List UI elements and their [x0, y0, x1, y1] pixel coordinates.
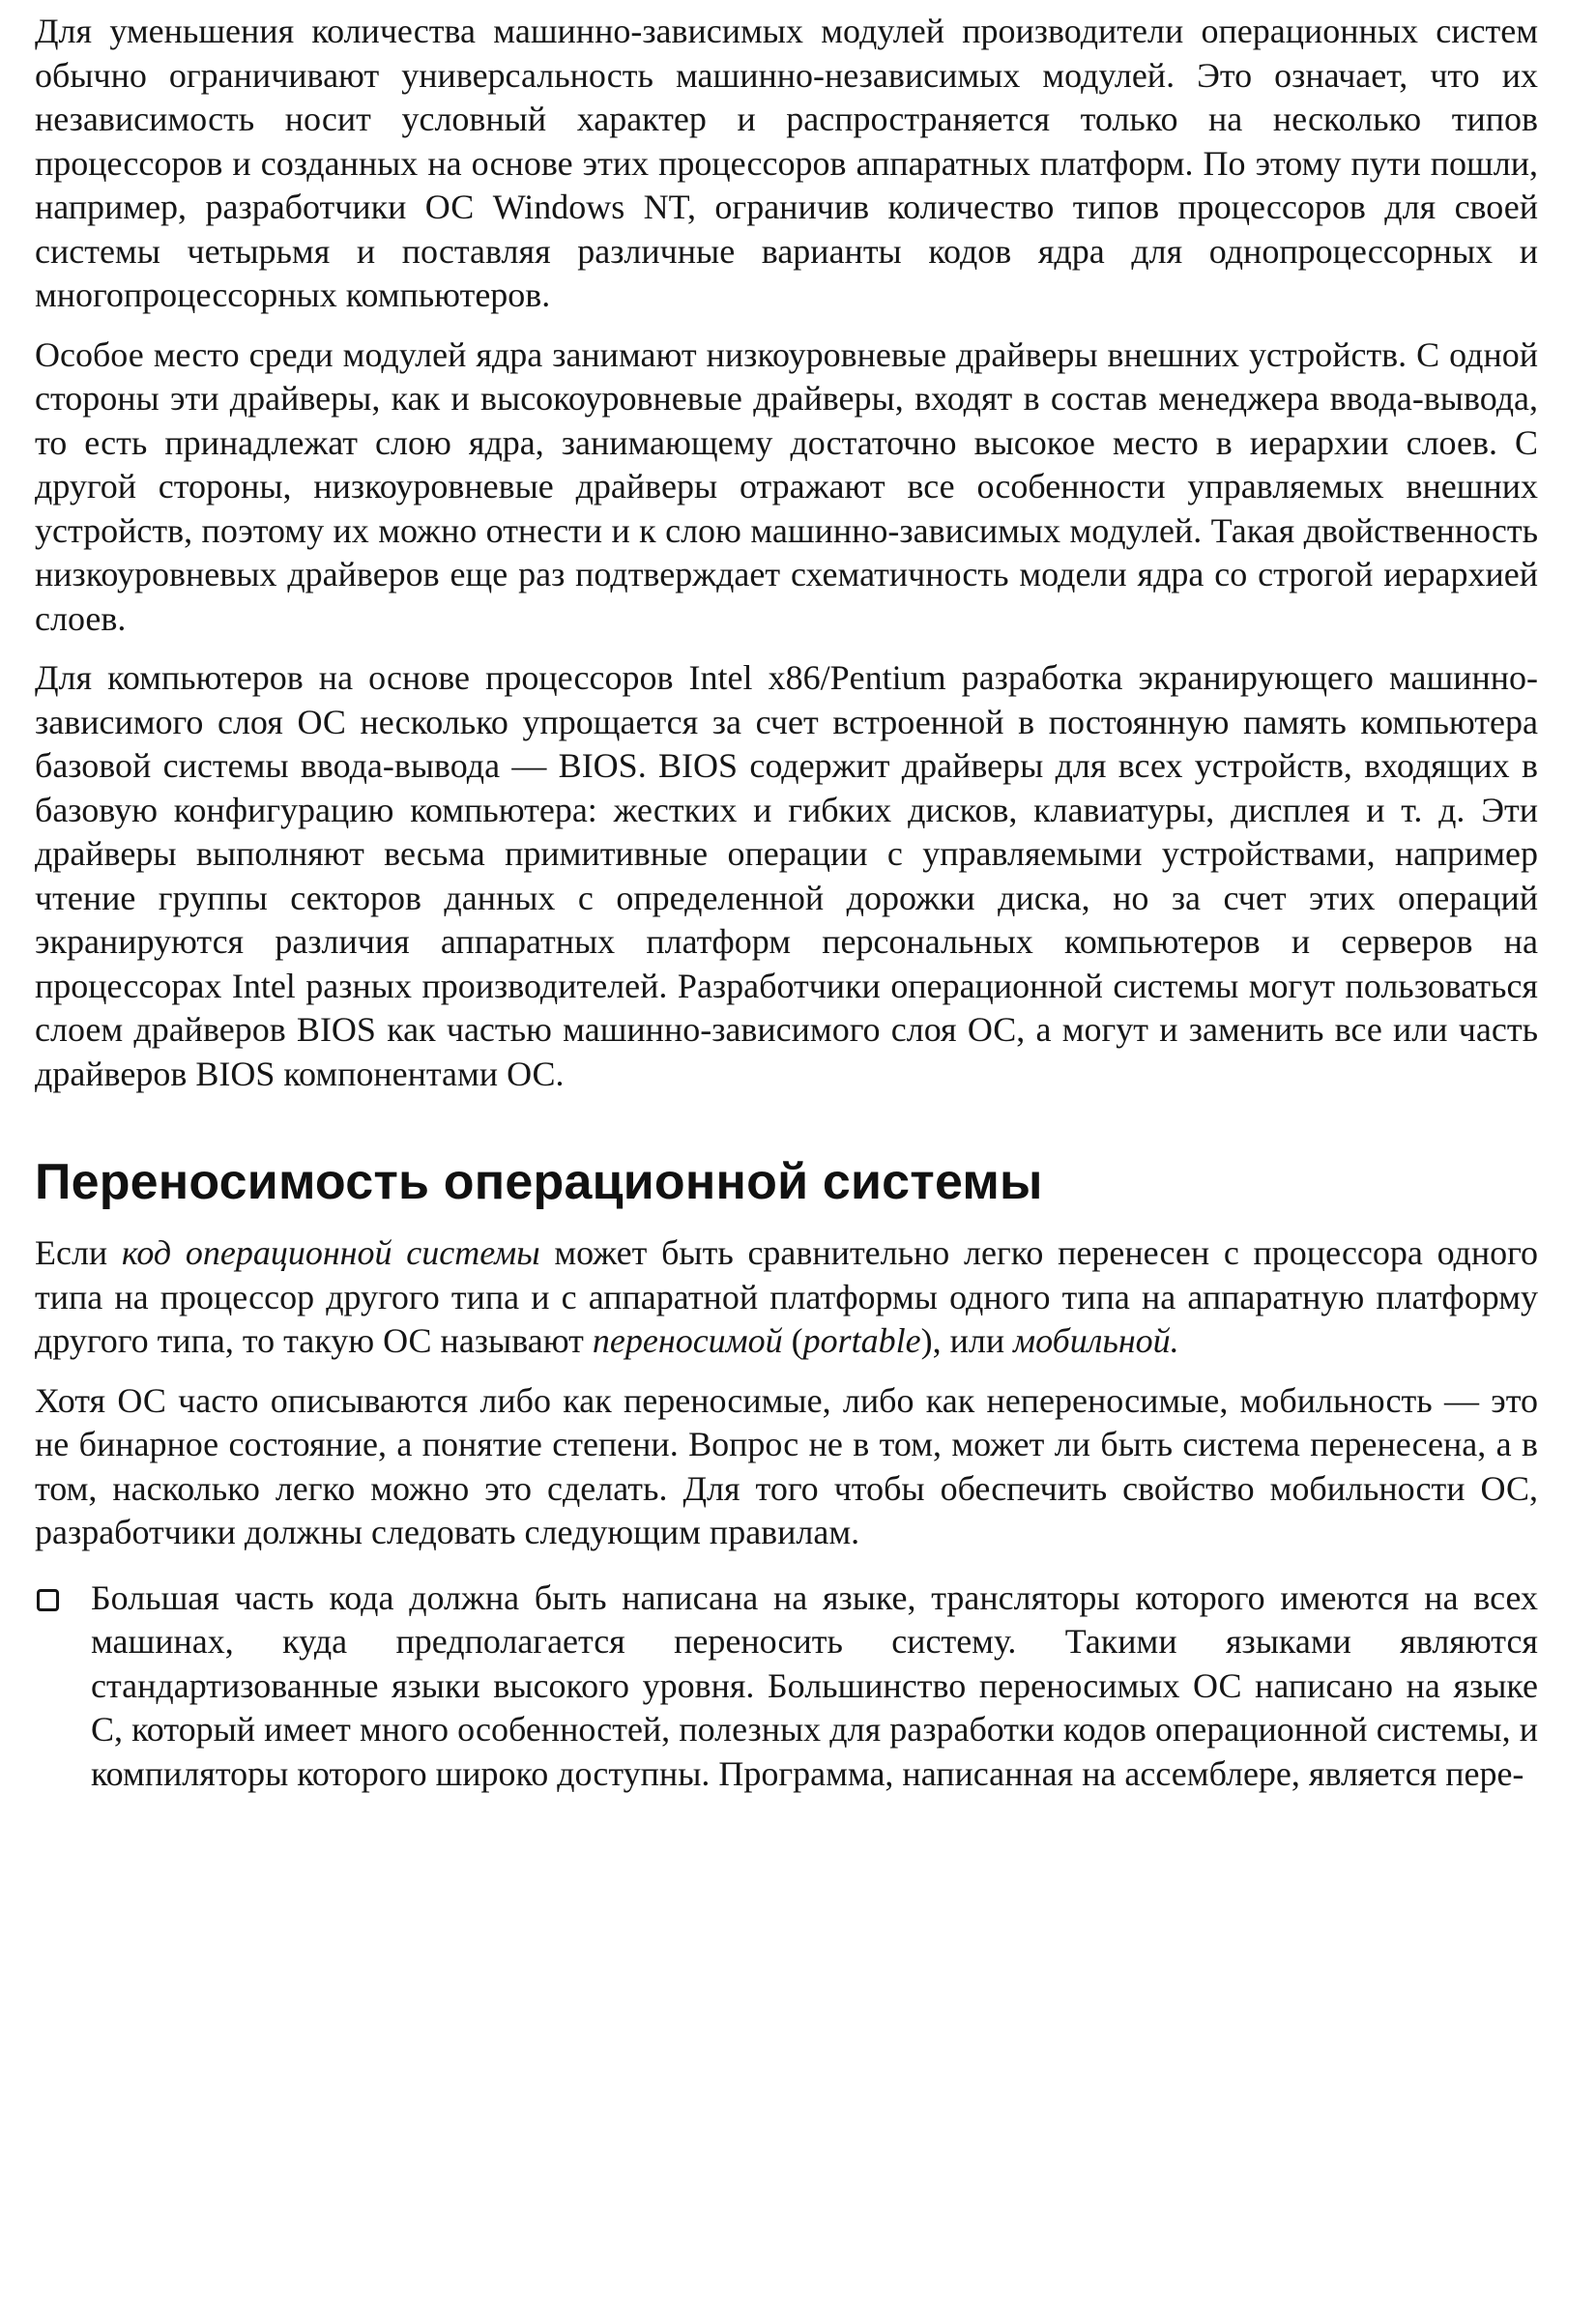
- italic-term-portable-en: portable: [802, 1321, 921, 1360]
- text-fragment: (: [782, 1321, 803, 1360]
- rules-list: [35, 1576, 1538, 1797]
- text-fragment: Если: [35, 1233, 122, 1272]
- paragraph-mobility-degree: Хотя ОС часто описываются либо как переносимые, либо как непереносимые, мобильность — это не бинарное состояние, а понятие степени. Вопрос не в том, может ли быть система перенесена, а в том, насколько легко можно это сделать. Для того чтобы обеспечить свойство мобильности ОС, разработчики должны следовать следующим правилам.: [35, 1380, 1538, 1551]
- italic-term-mobile: мобильной.: [1013, 1321, 1179, 1360]
- italic-term-portable-ru: переносимой: [592, 1321, 783, 1360]
- paragraph-bios: Для компьютеров на основе процессоров Intel x86/Pentium разработка экранирующего машинно-зависимого слоя ОС несколько упрощается за счет встроенной в постоянную память компьютера базовой системы ввода-вывода — BIOS. BIOS содержит драйверы для всех устройств, входящих в базовую конфигурацию компьютера: жестких и гибких дисков, клавиатуры, дисплея и т. д. Эти драйверы выполняют весьма примитивные операции с управляемыми устройствами, например чтение группы секторов данных с определенной дорожки диска, но за счет этих операций экранируются различия аппаратных платформ персональных компьютеров и серверов на процессорах Intel разных производителей. Разработчики операционной системы могут пользоваться слоем драйверов BIOS как частью машинно-зависимого слоя ОС, а могут и заменить все или часть драйверов BIOS компонентами ОС.: [35, 658, 1538, 1093]
- section-heading: Переносимость операционной системы: [35, 1154, 1043, 1210]
- list-item-text: Большая часть кода должна быть написана на языке, трансляторы которого имеются на всех машинах, куда предполагается переносить систему. Такими языками являются стандартизованные языки высокого уровня. Большинство переносимых ОС написано на языке С, который имеет много особенностей, полезных для разработки кодов операционной системы, и компиляторы которого широко доступны. Программа, написанная на ассемблере, является пере-: [91, 1577, 1538, 1793]
- text-fragment: может быть сравнительно легко перенесен с процессора одного типа на процессор другого типа и с аппаратной платформы одного типа на аппаратную платформу другого типа, то такую ОС называют: [35, 1233, 1539, 1360]
- document-page: [35, 10, 1538, 1796]
- paragraph-machine-dependent-modules: Для уменьшения количества машинно-зависимых модулей производители операционных систем обычно ограничивают универсальность машинно-независимых модулей. Это означает, что их независимость носит условный характер и распространяется только на несколько типов процессоров и созданных на основе этих процессоров аппаратных платформ. По этому пути пошли, например, разработчики ОС Windows NT, ограничив количество типов процессоров для своей системы четырьмя и поставляя различные варианты кодов ядра для однопроцессорных и многопроцессорных компьютеров.: [35, 12, 1538, 314]
- paragraph-low-level-drivers: Особое место среди модулей ядра занимают низкоуровневые драйверы внешних устройств. С одной стороны эти драйверы, как и высокоуровневые драйверы, входят в состав менеджера ввода-вывода, то есть принадлежат слою ядра, занимающему достаточно высокое место в иерархии слоев. С другой стороны, низкоуровневые драйверы отражают все особенности управляемых внешних устройств, поэтому их можно отнести и к слою машинно-зависимых модулей. Такая двойственность низкоуровневых драйверов еще раз подтверждает схематичность модели ядра со строгой иерархией слоев.: [35, 334, 1538, 638]
- italic-term-os-code: код операционной системы: [121, 1233, 540, 1272]
- paragraph-portability-definition: [35, 1231, 1538, 1364]
- checkbox-bullet-icon: [37, 1589, 59, 1611]
- list-item: [35, 1576, 1538, 1797]
- text-fragment: ), или: [920, 1321, 1014, 1360]
